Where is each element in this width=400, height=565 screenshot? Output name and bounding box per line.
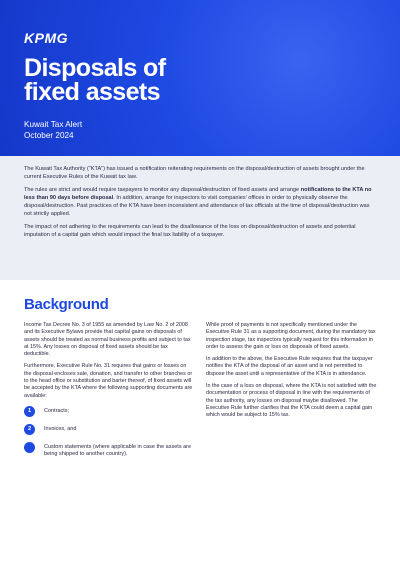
background-paragraph-4: In addition to the above, the Executive Rule requires that the taxpayer notifies the KTA of the disposal of an asset and is not permitted to dispose the asset until a representative of the KTA is in attendance. xyxy=(206,356,373,377)
intro-paragraph-1: The Kuwait Tax Authority (“KTA”) has issued a notification reiterating requirements on the disposal/destruction of assets brought under the current Executive Rules of the Kuwait tax law. xyxy=(24,166,365,180)
page-title xyxy=(24,56,165,104)
background-paragraph-5: In the case of a loss on disposal, where the KTA is not satisfied with the documentation or process of disposal in line with the requirements of the tax authority, any losses on disposal maybe disallowed. The Executive Rule further clarifies that the KTA could deem a capital gain which would be subject to 15% tax. xyxy=(206,383,377,419)
title-line-2: fixed assets xyxy=(24,78,160,106)
list-item xyxy=(24,423,194,435)
list-item-text: Custom statements (where applicable in case the assets are being shipped to another country). xyxy=(44,443,192,458)
title-line-1: Disposals of xyxy=(24,54,166,82)
intro-p2-text: The rules are strict and would require taxpayers to monitor any disposal/destruction of fixed assets and arrange xyxy=(24,187,301,193)
list-item-text: Invoices, and xyxy=(44,425,77,432)
intro-paragraph-2 xyxy=(24,186,376,218)
subtitle-block xyxy=(24,120,82,141)
publication-date: October 2024 xyxy=(24,130,74,140)
background-paragraph-1: Income Tax Decree No. 3 of 1955 as amended by Law No. 2 of 2008 and its Executive Bylaws provide that capital gains on disposals of assets should be treated as normal business profits and subject to tax at 15%. Any losses on disposal of fixed assets should be tax deductible. xyxy=(24,322,191,358)
documents-list xyxy=(24,405,194,459)
intro-paragraph-3: The impact of not adhering to the requirements can lead to the disallowance of the loss on disposal/destruction of assets and potential imputation of a capital gain which would impact the final tax liability of a taxpayer. xyxy=(24,224,356,238)
list-item xyxy=(24,441,194,459)
list-item-text: Contracts; xyxy=(44,407,70,414)
intro-section xyxy=(0,156,400,280)
intro-p2-emphasis: notifications to the KTA no less than 90 days before disposal xyxy=(24,187,372,201)
number-badge: 2 xyxy=(24,424,35,435)
list-item xyxy=(24,405,194,417)
intro-p2-text-end: . In addition, arrange for inspectors to visit companies’ offices in order to physically observe the disposal/destruction. Past practices of the KTA have been inconsistent and attendance of tax officials at the time of disposal/destruction was not strictly applied. xyxy=(24,195,370,217)
background-paragraph-2: Furthermore, Executive Rule No. 31 requires that gains or losses on the disposal encloses sale, donation, and transfer to other branches or to the head office or substitution and barter thereof, of fixed assets will be accepted by the KTA where the following supporting documents are available: xyxy=(24,363,193,399)
header-banner xyxy=(0,0,400,156)
section-heading-background: Background xyxy=(24,296,109,313)
background-left-column xyxy=(24,322,194,465)
number-badge: 1 xyxy=(24,406,35,417)
kpmg-logo: KPMG xyxy=(24,30,68,46)
background-right-column xyxy=(206,322,378,425)
background-paragraph-3: While proof of payments is not specifically mentioned under the Executive Rule 31 as a supporting document, during the mandatory tax inspection stage, tax inspectors typically request for this information in order to assess the gain or loss on disposals of fixed assets. xyxy=(206,322,376,350)
number-badge xyxy=(24,442,35,453)
subtitle: Kuwait Tax Alert xyxy=(24,120,83,129)
